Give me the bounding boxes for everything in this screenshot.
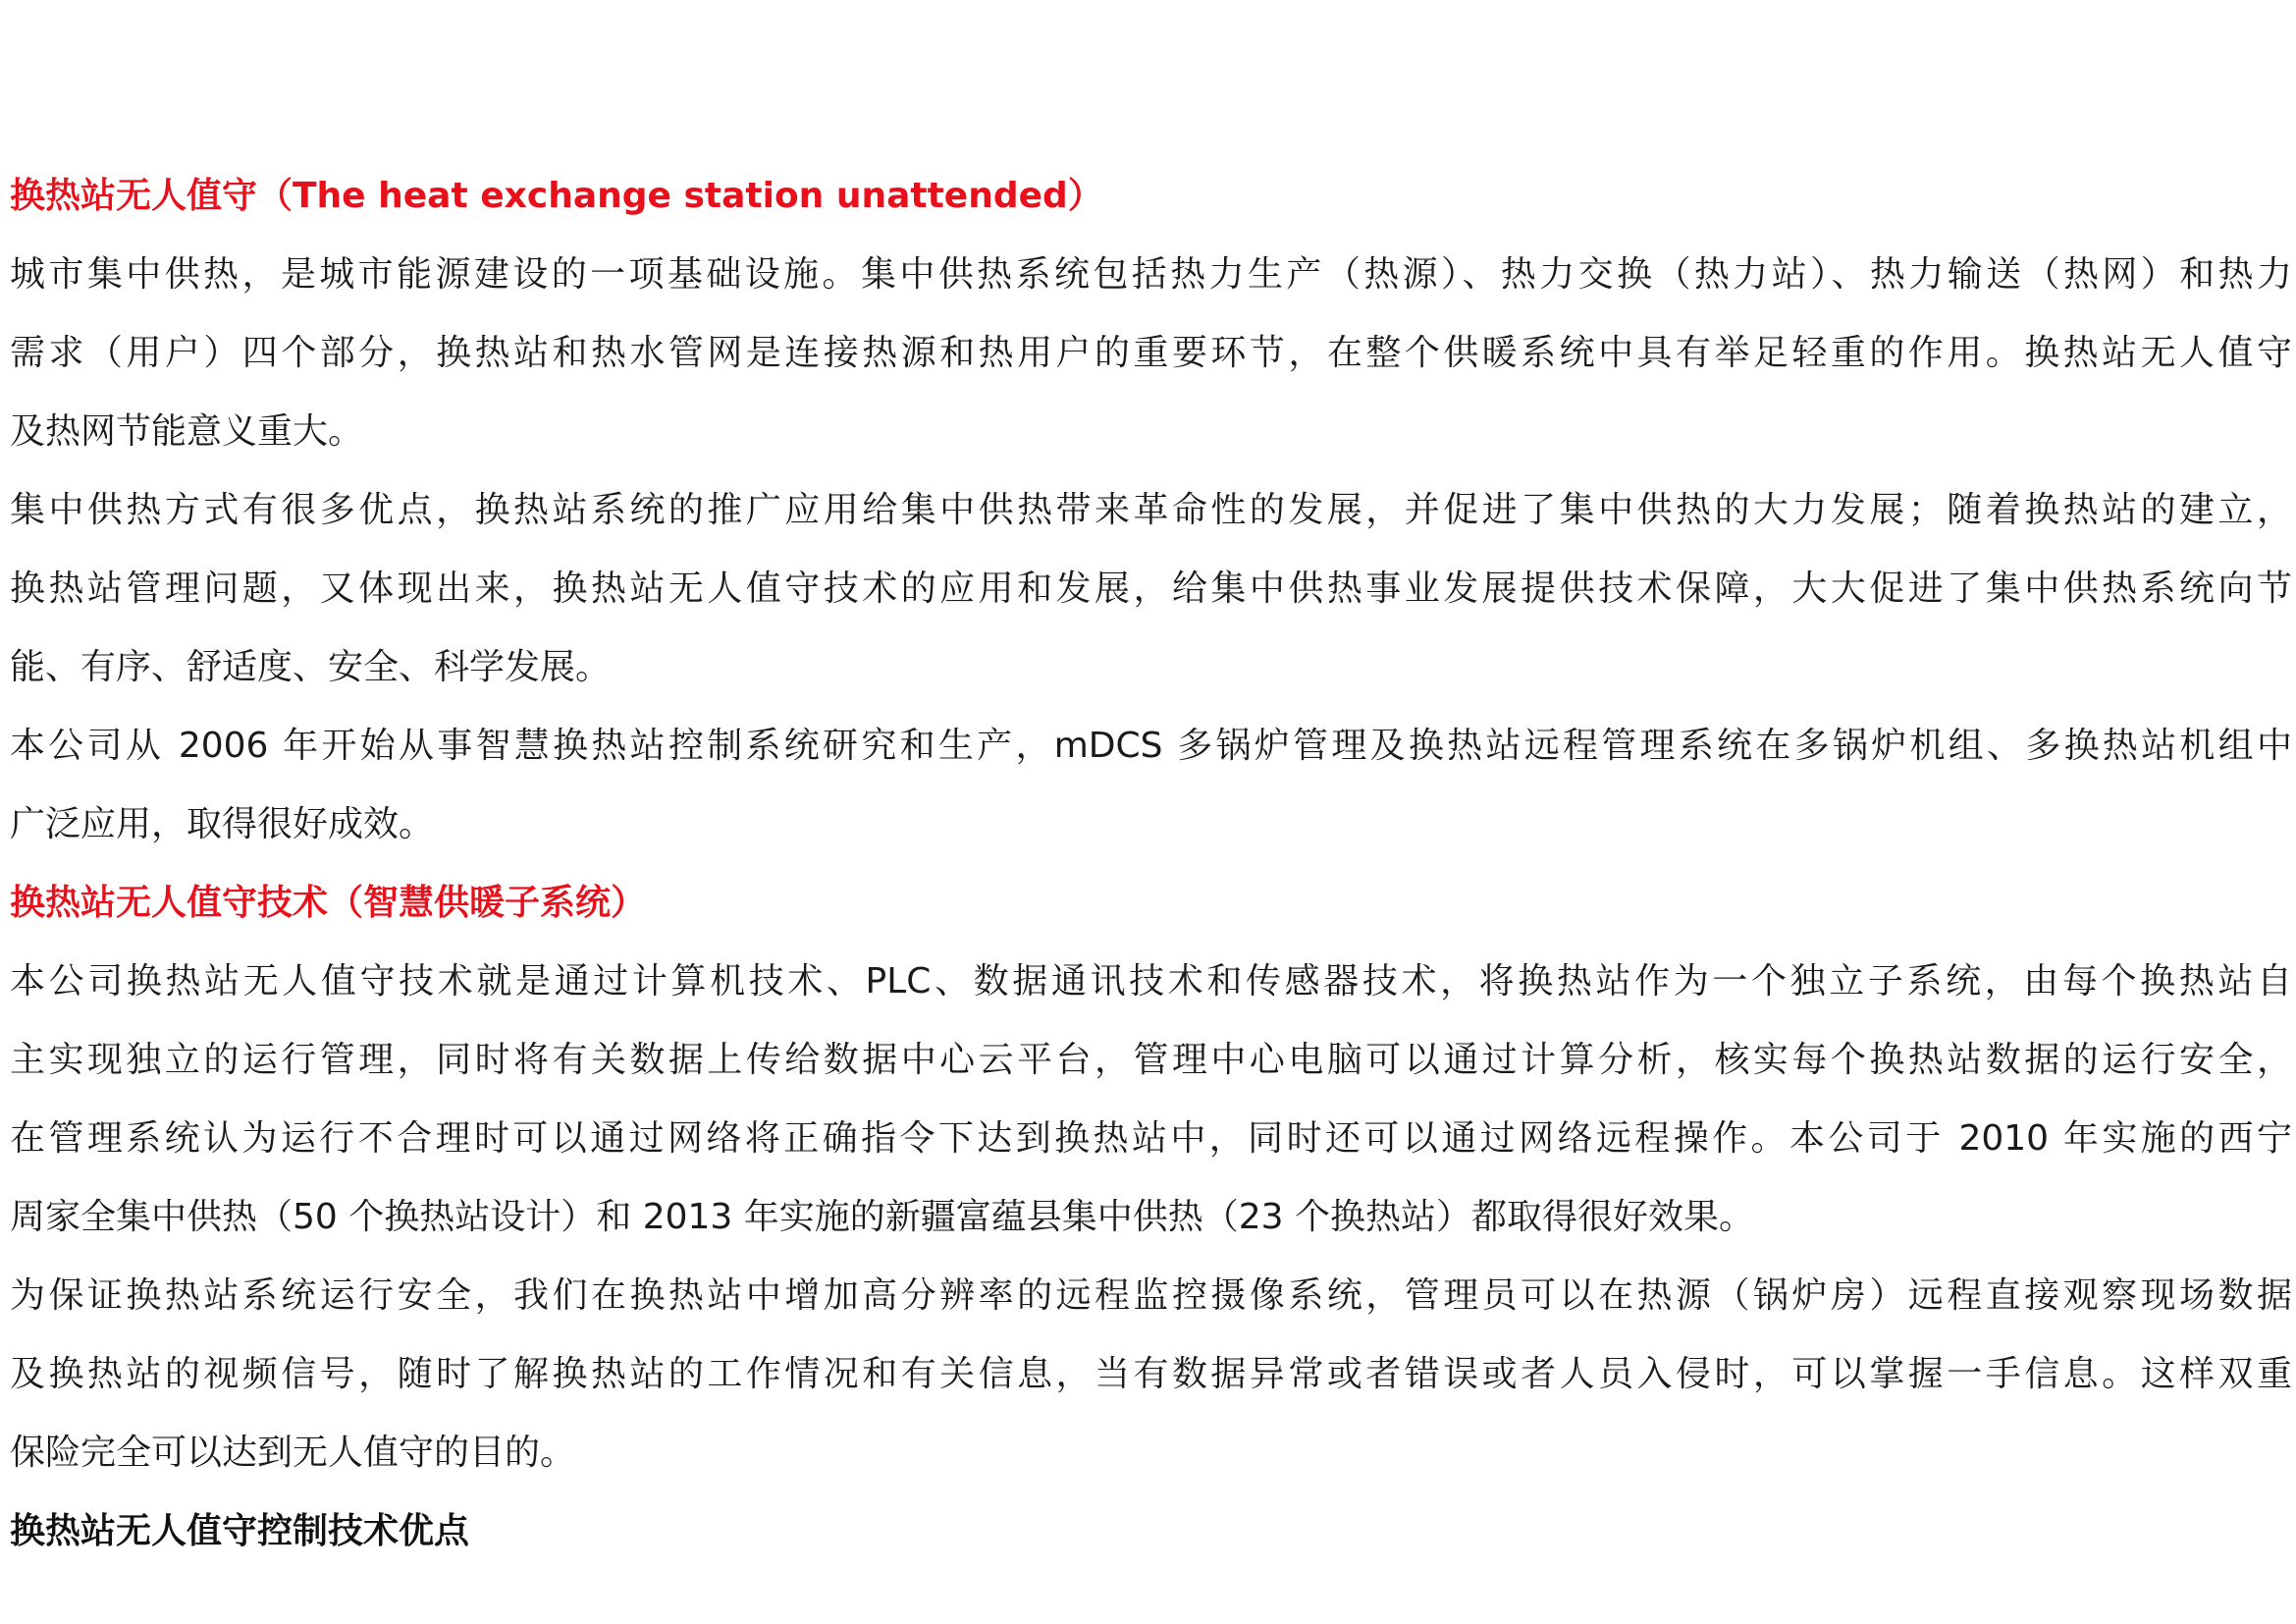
paragraph-line: 广泛应用，取得很好成效。	[10, 804, 435, 844]
paragraph-central-heating	[10, 236, 2292, 471]
paragraph-line: 及热网节能意义重大。	[10, 411, 364, 452]
paragraph-line: 能、有序、舒适度、安全、科学发展。	[10, 647, 612, 687]
paragraph-line: 保险完全可以达到无人值守的目的。	[10, 1433, 576, 1473]
heading-control-advantages: 换热站无人值守控制技术优点	[10, 1511, 470, 1551]
paragraph-company-history	[10, 707, 2292, 864]
paragraph-line: 本公司换热站无人值守技术就是通过计算机技术、PLC、数据通讯技术和传感器技术，将换热站作为一个独立子系统，由每个换热站自	[10, 961, 2292, 1001]
document-content	[10, 157, 2292, 1571]
paragraph-advantages	[10, 471, 2292, 707]
paragraph-line: 为保证换热站系统运行安全，我们在换热站中增加高分辨率的远程监控摄像系统，管理员可以在热源（锅炉房）远程直接观察现场数据	[10, 1275, 2292, 1316]
paragraph-line: 换热站管理问题，又体现出来，换热站无人值守技术的应用和发展，给集中供热事业发展提供技术保障，大大促进了集中供热系统向节	[10, 568, 2292, 609]
paragraph-line: 在管理系统认为运行不合理时可以通过网络将正确指令下达到换热站中，同时还可以通过网络远程操作。本公司于 2010 年实施的西宁	[10, 1118, 2292, 1159]
heading-unattended-station: 换热站无人值守（The heat exchange station unattended）	[10, 176, 1103, 216]
paragraph-line: 及换热站的视频信号，随时了解换热站的工作情况和有关信息，当有数据异常或者错误或者人员入侵时，可以掌握一手信息。这样双重	[10, 1354, 2292, 1394]
paragraph-monitoring	[10, 1257, 2292, 1492]
paragraph-line: 主实现独立的运行管理，同时将有关数据上传给数据中心云平台，管理中心电脑可以通过计算分析，核实每个换热站数据的运行安全，	[10, 1040, 2292, 1080]
paragraph-line: 周家全集中供热（50 个换热站设计）和 2013 年实施的新疆富蕴县集中供热（23 个换热站）都取得很好效果。	[10, 1197, 1755, 1237]
heading-unattended-technology: 换热站无人值守技术（智慧供暖子系统）	[10, 883, 647, 923]
paragraph-line: 城市集中供热，是城市能源建设的一项基础设施。集中供热系统包括热力生产（热源）、热力交换（热力站）、热力输送（热网）和热力	[10, 254, 2292, 295]
paragraph-line: 需求（用户）四个部分，换热站和热水管网是连接热源和热用户的重要环节，在整个供暖系统中具有举足轻重的作用。换热站无人值守	[10, 333, 2292, 373]
paragraph-technology	[10, 943, 2292, 1257]
paragraph-line: 本公司从 2006 年开始从事智慧换热站控制系统研究和生产，mDCS 多锅炉管理及换热站远程管理系统在多锅炉机组、多换热站机组中	[10, 726, 2292, 766]
paragraph-line: 集中供热方式有很多优点，换热站系统的推广应用给集中供热带来革命性的发展，并促进了集中供热的大力发展；随着换热站的建立，	[10, 490, 2292, 530]
